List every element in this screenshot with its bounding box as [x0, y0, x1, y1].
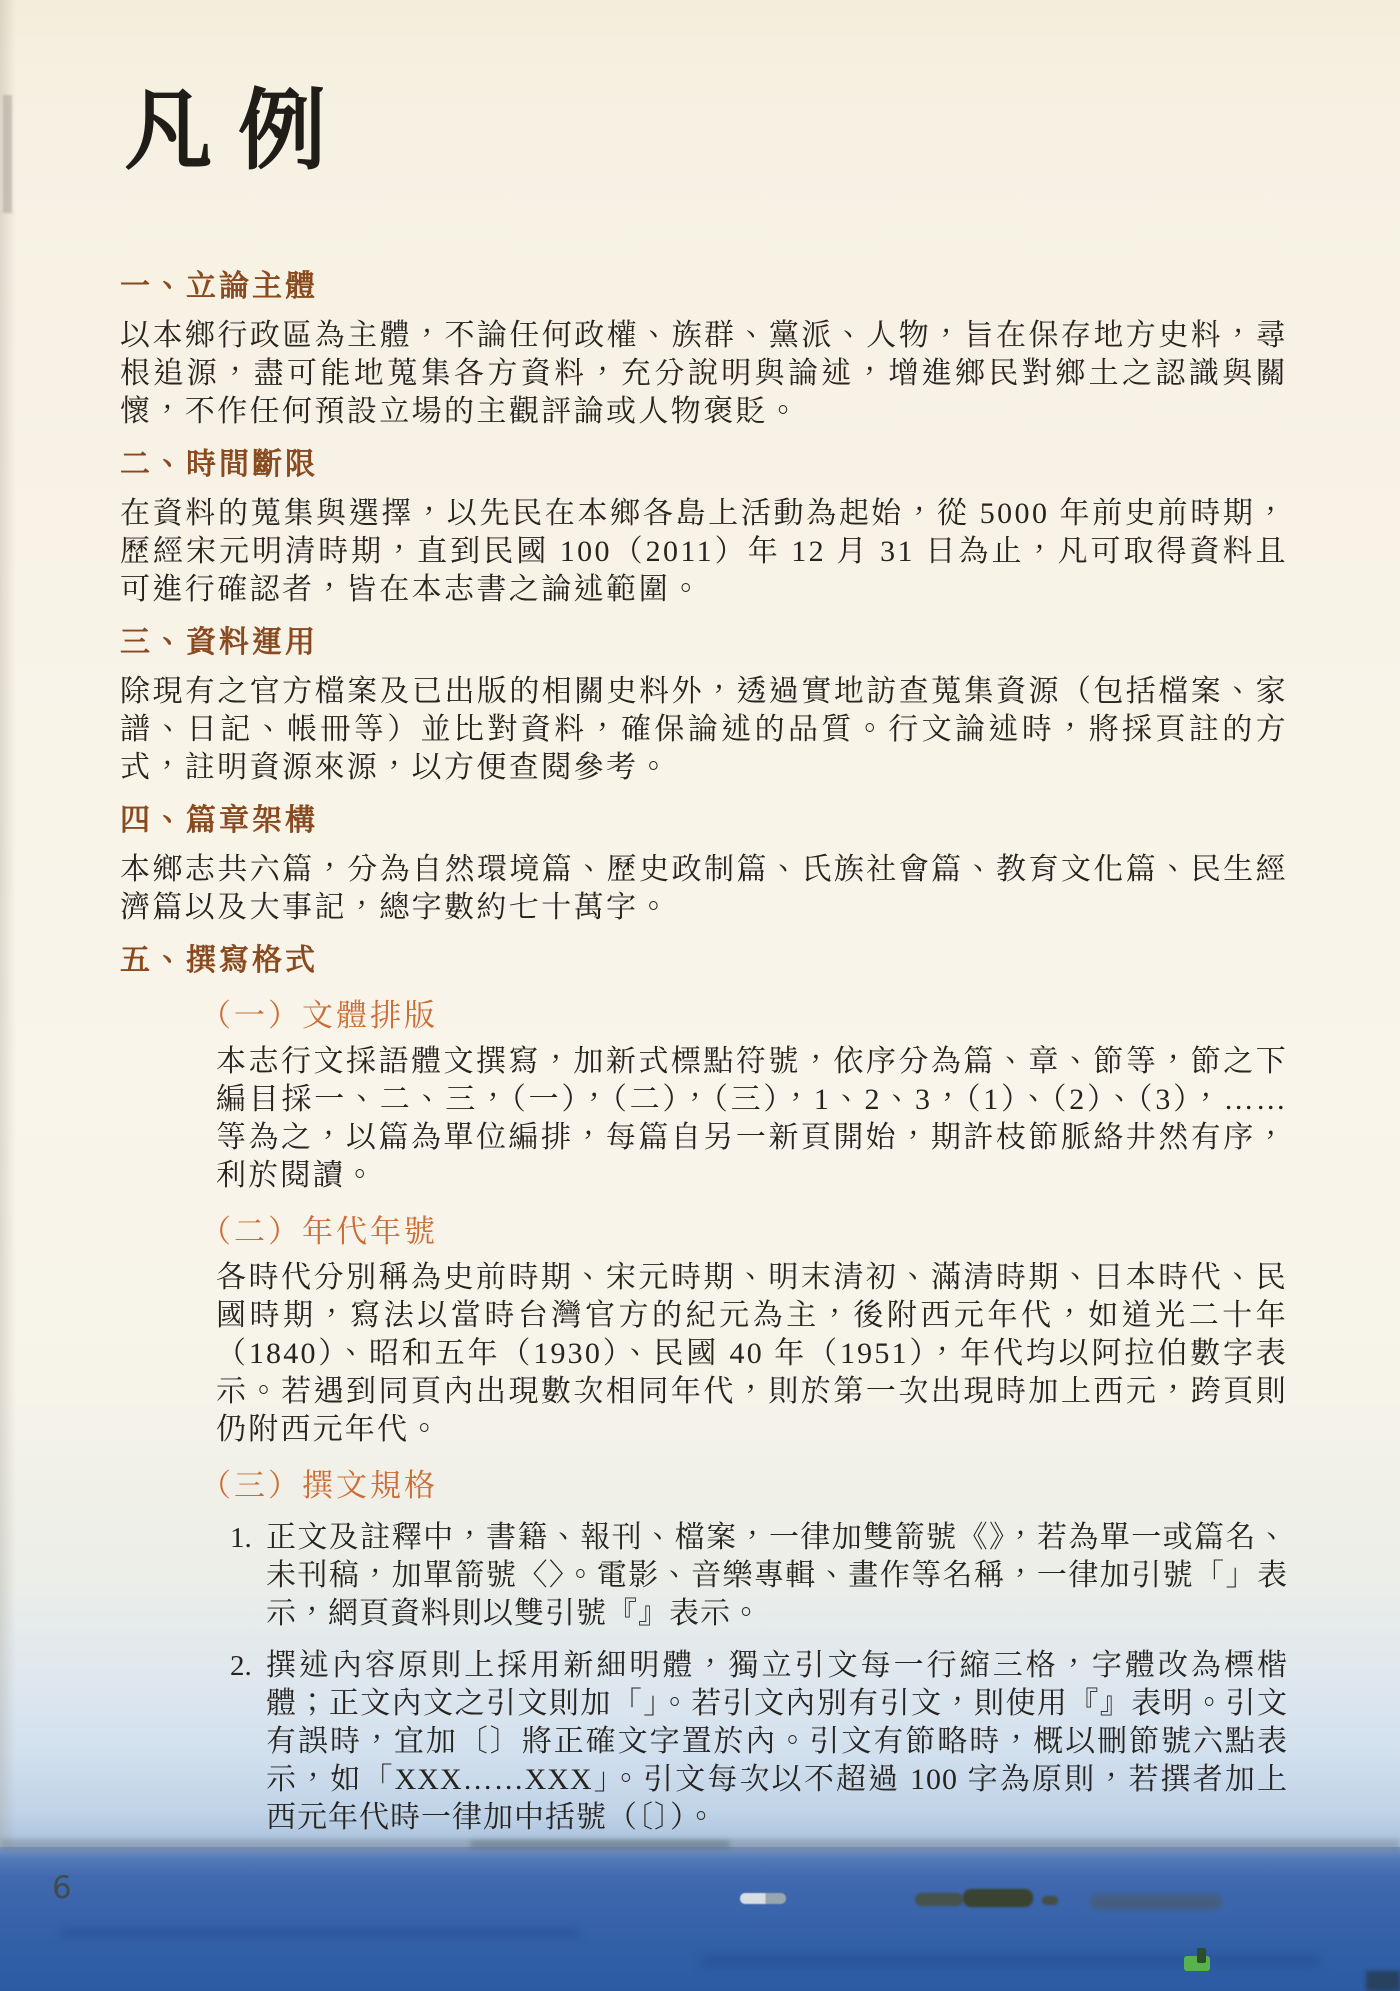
section-heading: 三、資料運用 [120, 626, 318, 660]
list-item-number: 2. [230, 1650, 252, 1683]
boat-silhouette [740, 1893, 786, 1904]
subsection-block [200, 997, 1288, 1837]
island-silhouette [963, 1889, 1033, 1907]
list-item-number: 1. [230, 1522, 252, 1555]
section-argument-subject [120, 269, 1288, 431]
section-paragraph: 以本鄉行政區為主體，不論任何政權、族群、黨派、人物，旨在保存地方史料，尋根追源，盡可能地蒐集各方資料，充分說明與論述，增進鄉民對鄉土之認識與關懷，不作任何預設立場的主觀評論或人物褒貶。 [120, 319, 1288, 429]
green-buoy-top [1197, 1948, 1206, 1963]
subsection-paragraph: 各時代分別稱為史前時期、宋元時期、明末清初、滿清時期、日本時代、民國時期，寫法以當時台灣官方的紀元為主，後附西元年代，如道光二十年（1840）、昭和五年（1930）、民國 40 年（1951），年代均以阿拉伯數字表示。若遇到同頁內出現數次相同年代，則於第一次出現時加上西元，跨頁則仍附西元年代。 [216, 1261, 1288, 1447]
page-edge-shadow [0, 0, 16, 1991]
section-chapter-structure [120, 803, 1288, 927]
text-column [120, 0, 1288, 1837]
island-silhouette [915, 1893, 963, 1906]
sea-wave-shadow [700, 1955, 1320, 1967]
section-paragraph: 除現有之官方檔案及已出版的相關史料外，透過實地訪查蒐集資源（包括檔案、家譜、日記、帳冊等）並比對資料，確保論述的品質。行文論述時，將採頁註的方式，註明資源來源，以方便查閱參考。 [120, 675, 1288, 785]
corner-smudge [1366, 1971, 1400, 1991]
island-silhouette [1042, 1896, 1058, 1905]
list-item-text: 正文及註釋中，書籍、報刊、檔案，一律加雙箭號《》，若為單一或篇名、未刊稿，加單箭號〈〉。電影、音樂專輯、畫作等名稱，一律加引號「」表示，網頁資料則以雙引號『』表示。 [266, 1521, 1288, 1631]
subsection-heading-era-names: （二）年代年號 [200, 1214, 438, 1250]
numbered-list [230, 1519, 1288, 1837]
section-time-scope [120, 447, 1288, 609]
section-paragraph: 在資料的蒐集與選擇，以先民在本鄉各島上活動為起始，從 5000 年前史前時期，歷經宋元明清時期，直到民國 100（2011）年 12 月 31 日為止，凡可取得資料且可進行確認者，皆在本志書之論述範圍。 [120, 497, 1288, 607]
list-item-text: 撰述內容原則上採用新細明體，獨立引文每一行縮三格，字體改為標楷體；正文內文之引文則加「」。若引文內別有引文，則使用『』表明。引文有誤時，宜加〔〕將正確文字置於內。引文有節略時，概以刪節號六點表示，如「XXX……XXX」。引文每次以不超過 100 字為原則，若撰者加上西元年代時一律加中括號（〔〕）。 [266, 1649, 1288, 1835]
page-title: 凡例 [124, 84, 353, 181]
island-silhouette [1090, 1894, 1222, 1910]
section-heading: 一、立論主體 [120, 270, 318, 304]
list-item [230, 1519, 1288, 1633]
sea-wave-shadow [60, 1928, 580, 1938]
section-writing-format [120, 943, 1288, 1837]
subsection-heading-writing-rules: （三）撰文規格 [200, 1468, 438, 1504]
section-heading: 四、篇章架構 [120, 804, 318, 838]
subsection-paragraph: 本志行文採語體文撰寫，加新式標點符號，依序分為篇、章、節等，節之下編目採一、二、三，（一），（二），（三），1、2、3，（1）、（2）、（3），……等為之，以篇為單位編排，每篇自另一新頁開始，期許枝節脈絡井然有序，利於閱讀。 [216, 1045, 1288, 1193]
list-item [230, 1647, 1288, 1837]
section-heading: 五、撰寫格式 [120, 944, 318, 978]
page-number: 6 [52, 1870, 72, 1906]
section-heading: 二、時間斷限 [120, 448, 318, 482]
distant-land-silhouette [470, 1840, 730, 1849]
scan-artifact [3, 95, 12, 213]
section-source-usage [120, 625, 1288, 787]
subsection-heading-typography: （一）文體排版 [200, 998, 438, 1034]
section-paragraph: 本鄉志共六篇，分為自然環境篇、歷史政制篇、氏族社會篇、教育文化篇、民生經濟篇以及大事記，總字數約七十萬字。 [120, 853, 1288, 925]
